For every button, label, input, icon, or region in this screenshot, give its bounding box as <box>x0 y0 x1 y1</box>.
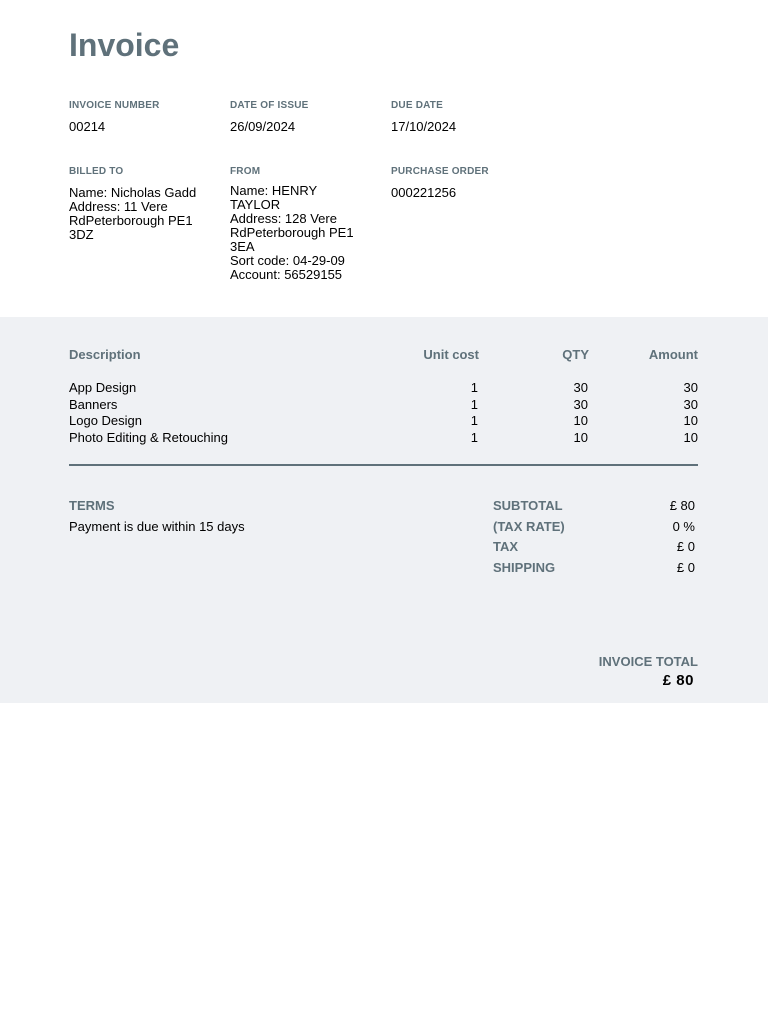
line-items-list <box>69 380 698 446</box>
date-of-issue-block <box>230 100 380 134</box>
from-value: Name: HENRY TAYLOR Address: 128 Vere RdPeterborough PE1 3EA Sort code: 04-29-09 Account: 56529155 <box>230 183 354 282</box>
header-unit-cost: Unit cost <box>423 347 479 362</box>
item-description: Banners <box>69 396 118 412</box>
item-qty: 30 <box>573 380 588 395</box>
item-unit-cost: 1 <box>470 413 478 428</box>
shipping-value: £ 0 <box>676 560 695 576</box>
table-row <box>69 413 698 430</box>
due-date-value: 17/10/2024 <box>391 119 457 134</box>
item-qty: 10 <box>573 413 588 428</box>
date-of-issue-value: 26/09/2024 <box>230 119 296 134</box>
from-block <box>230 166 380 282</box>
item-unit-cost: 1 <box>470 380 478 395</box>
invoice-total-value: £ 80 <box>662 672 694 689</box>
item-description: App Design <box>69 380 137 395</box>
header-amount: Amount <box>648 347 698 362</box>
totals-block <box>493 498 695 581</box>
shipping-row <box>493 560 695 581</box>
terms-value: Payment is due within 15 days <box>69 519 245 534</box>
purchase-order-label: PURCHASE ORDER <box>391 166 489 177</box>
invoice-total-label: INVOICE TOTAL <box>598 654 698 669</box>
line-items-section <box>0 317 768 703</box>
purchase-order-value: 000221256 <box>391 185 457 200</box>
item-amount: 30 <box>683 396 698 412</box>
item-amount: 30 <box>683 380 698 395</box>
item-amount: 10 <box>683 413 698 428</box>
item-qty: 10 <box>573 429 588 445</box>
from-label: FROM <box>230 166 261 177</box>
invoice-number-value: 00214 <box>69 119 106 134</box>
billed-to-block <box>69 166 219 242</box>
table-row <box>69 397 698 414</box>
tax-row <box>493 539 695 560</box>
section-divider <box>69 464 698 466</box>
subtotal-label: SUBTOTAL <box>493 498 563 513</box>
tax-value: £ 0 <box>676 539 695 555</box>
header-description: Description <box>69 347 141 362</box>
item-unit-cost: 1 <box>470 429 478 445</box>
item-amount: 10 <box>683 429 698 445</box>
item-description: Logo Design <box>69 413 142 428</box>
subtotal-value: £ 80 <box>669 498 695 513</box>
tax-rate-row <box>493 519 695 540</box>
invoice-number-label: INVOICE NUMBER <box>69 100 160 111</box>
shipping-label: SHIPPING <box>493 560 556 576</box>
item-unit-cost: 1 <box>470 396 478 412</box>
header-qty: QTY <box>562 347 589 362</box>
billed-to-label: BILLED TO <box>69 166 124 177</box>
table-row <box>69 380 698 397</box>
invoice-number-block <box>69 100 219 134</box>
tax-label: TAX <box>493 539 519 555</box>
tax-rate-label: (TAX RATE) <box>493 518 565 534</box>
page-title: Invoice <box>69 27 180 63</box>
date-of-issue-label: DATE OF ISSUE <box>230 100 309 111</box>
tax-rate-value: 0 % <box>672 518 695 534</box>
purchase-order-block <box>391 166 541 200</box>
billed-to-value: Name: Nicholas Gadd Address: 11 Vere RdPeterborough PE1 3DZ <box>69 185 197 242</box>
table-row <box>69 430 698 447</box>
item-description: Photo Editing & Retouching <box>69 429 228 445</box>
due-date-label: DUE DATE <box>391 100 443 111</box>
terms-label: TERMS <box>69 498 115 513</box>
due-date-block <box>391 100 541 134</box>
item-qty: 30 <box>573 396 588 412</box>
subtotal-row <box>493 498 695 519</box>
